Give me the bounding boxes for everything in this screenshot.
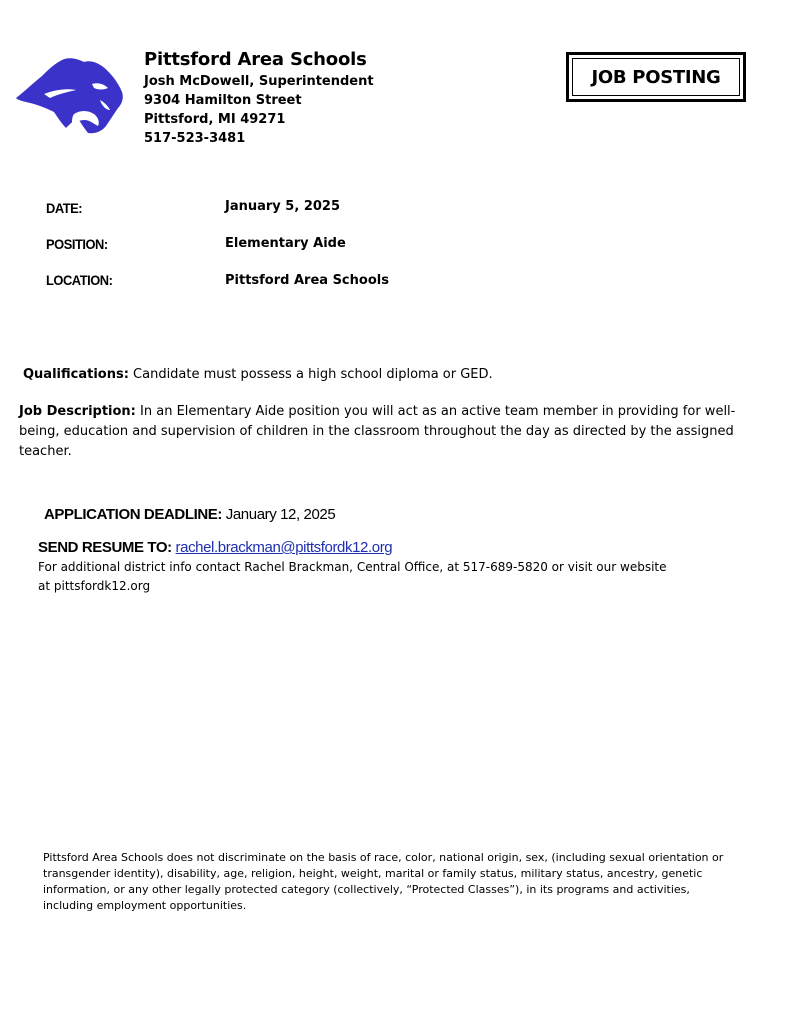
job-posting-badge [566, 52, 746, 102]
send-resume [38, 539, 392, 556]
application-deadline [44, 506, 335, 523]
send-resume-label: SEND RESUME TO: [38, 539, 172, 556]
org-name: Pittsford Area Schools [144, 49, 367, 70]
location-value: Pittsford Area Schools [225, 273, 389, 288]
qualifications-paragraph [23, 365, 763, 385]
panther-logo-icon [14, 54, 126, 136]
additional-info-text: For additional district info contact Rachel Brackman, Central Office, at 517-689-5820 or visit our website at pittsfordk12.org [38, 560, 667, 593]
city-state-zip: Pittsford, MI 49271 [144, 112, 286, 127]
date-value: January 5, 2025 [225, 199, 340, 214]
date-label: DATE: [46, 200, 83, 216]
non-discrimination-disclaimer: Pittsford Area Schools does not discriminate on the basis of race, color, national origin, sex, (including sexual orientation or transgender identity), disability, age, religion, height, weight, marital or family status, military status, ancestry, genetic information, or any other legally protected category (collectively, “Protected Classes”), in its programs and activities, including employment opportunities. [43, 851, 724, 912]
job-description-label: Job Description: [19, 404, 136, 419]
job-description-paragraph [19, 402, 771, 462]
position-label: POSITION: [46, 236, 108, 252]
location-label: LOCATION: [46, 272, 113, 288]
email-link[interactable]: rachel.brackman@pittsfordk12.org [175, 539, 393, 556]
deadline-value: January 12, 2025 [222, 506, 336, 523]
organization-info [144, 48, 374, 148]
phone-number: 517-523-3481 [144, 131, 246, 146]
deadline-label: APPLICATION DEADLINE: [44, 506, 222, 523]
superintendent: Josh McDowell, Superintendent [144, 74, 374, 89]
position-value: Elementary Aide [225, 236, 346, 251]
job-posting-label: JOB POSTING [572, 58, 740, 96]
job-description-text: In an Elementary Aide position you will act as an active team member in providing for well-being, education and supervision of children in the classroom throughout the day as directed by the assigned teacher. [19, 404, 736, 459]
qualifications-label: Qualifications: [23, 367, 129, 382]
street-address: 9304 Hamilton Street [144, 93, 302, 108]
qualifications-text: Candidate must possess a high school diploma or GED. [128, 367, 493, 382]
